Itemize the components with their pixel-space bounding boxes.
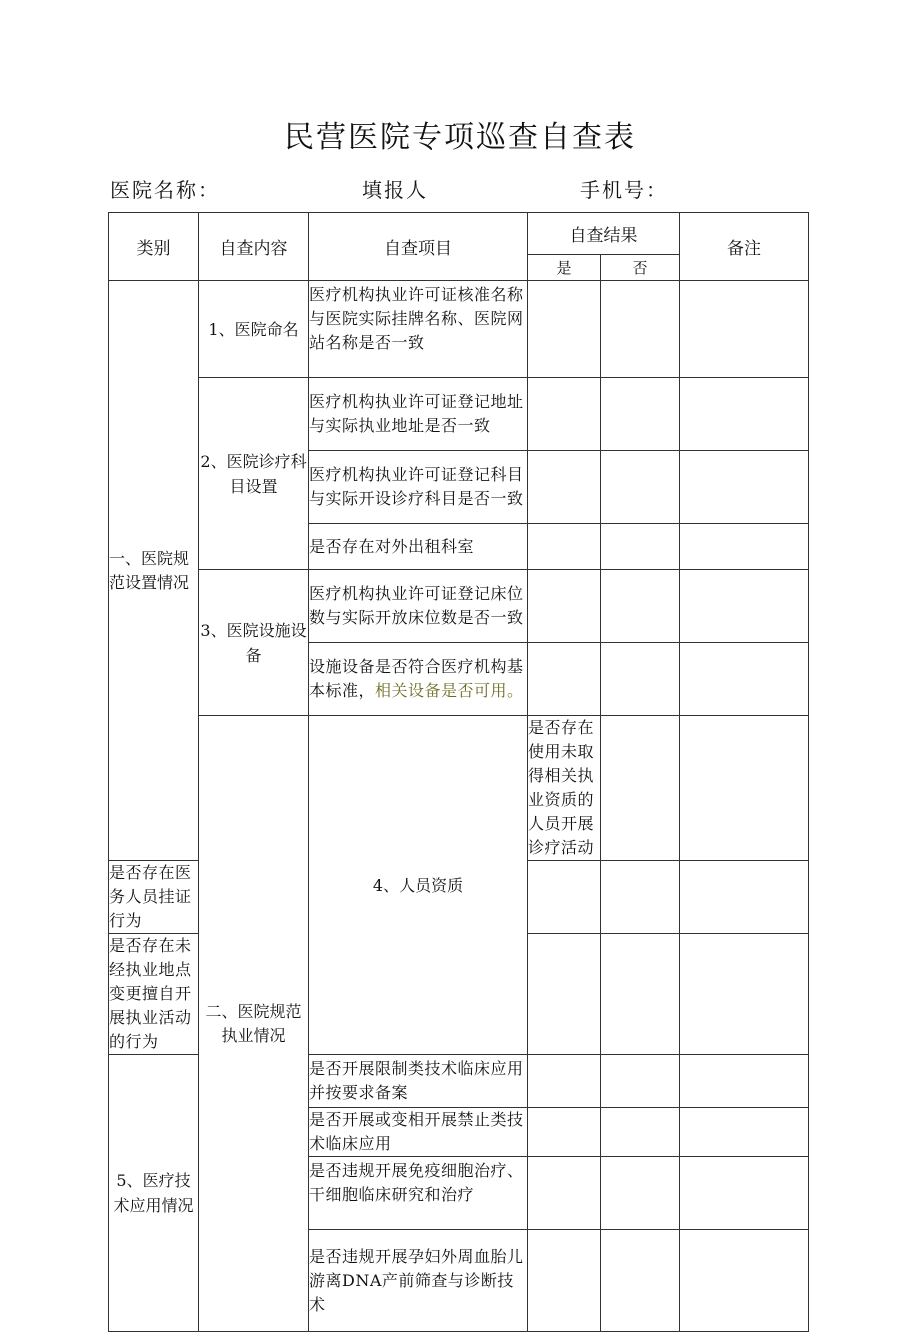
section-category: 一、医院规范设置情况: [109, 281, 199, 861]
check-item: 是否开展或变相开展禁止类技术临床应用: [309, 1108, 528, 1157]
yes-cell[interactable]: [528, 861, 601, 934]
check-item: 是否存在医务人员挂证行为: [109, 861, 199, 934]
check-item: 是否违规开展免疫细胞治疗、干细胞临床研究和治疗: [309, 1157, 528, 1230]
remark-cell[interactable]: [680, 1108, 809, 1157]
remark-cell[interactable]: [680, 1157, 809, 1230]
yes-cell[interactable]: [528, 1230, 601, 1332]
yes-cell[interactable]: [601, 716, 680, 861]
check-item-text-highlight: 相关设备是否可用。: [375, 681, 524, 700]
check-item: 医疗机构执业许可证登记科目与实际开设诊疗科目是否一致: [309, 451, 528, 524]
remark-cell[interactable]: [680, 1055, 809, 1108]
yes-cell[interactable]: [528, 570, 601, 643]
remark-cell[interactable]: [680, 378, 809, 451]
yes-cell[interactable]: [528, 281, 601, 378]
check-item: 医疗机构执业许可证登记地址与实际执业地址是否一致: [309, 378, 528, 451]
check-item: 是否违规开展孕妇外周血胎儿游离DNA产前筛查与诊断技术: [309, 1230, 528, 1332]
remark-cell[interactable]: [680, 570, 809, 643]
check-content: 3、医院设施设备: [199, 570, 309, 716]
no-cell[interactable]: [601, 1157, 680, 1230]
self-check-table: [108, 212, 809, 1332]
header-no: 否: [601, 255, 680, 281]
header-content: 自查内容: [199, 213, 309, 281]
yes-cell[interactable]: [528, 1157, 601, 1230]
check-item: 是否存在对外出租科室: [309, 524, 528, 570]
check-content: 1、医院命名: [199, 281, 309, 378]
yes-cell[interactable]: [528, 524, 601, 570]
no-cell[interactable]: [601, 643, 680, 716]
reporter-label: 填报人: [362, 178, 428, 202]
section-category: 二、医院规范执业情况: [199, 716, 309, 1332]
no-cell[interactable]: [601, 934, 680, 1055]
check-item: 是否存在未经执业地点变更擅自开展执业活动的行为: [109, 934, 199, 1055]
check-item: 是否存在使用未取得相关执业资质的人员开展诊疗活动: [528, 716, 601, 861]
header-result: 自查结果: [528, 213, 680, 255]
header-remark: 备注: [680, 213, 809, 281]
remark-cell[interactable]: [680, 1230, 809, 1332]
no-cell[interactable]: [601, 451, 680, 524]
check-item: 是否开展限制类技术临床应用并按要求备案: [309, 1055, 528, 1108]
check-item: 医疗机构执业许可证登记床位数与实际开放床位数是否一致: [309, 570, 528, 643]
phone-label: 手机号：: [580, 178, 668, 202]
header-yes: 是: [528, 255, 601, 281]
no-cell[interactable]: [601, 524, 680, 570]
yes-cell[interactable]: [528, 934, 601, 1055]
remark-cell[interactable]: [680, 451, 809, 524]
check-item-text: 设施设备是否符合医疗机构基本标准，: [309, 657, 524, 700]
yes-cell[interactable]: [528, 451, 601, 524]
no-cell[interactable]: [601, 378, 680, 451]
header-category: 类别: [109, 213, 199, 281]
no-cell[interactable]: [601, 1230, 680, 1332]
remark-cell[interactable]: [680, 281, 809, 378]
check-content: 4、人员资质: [309, 716, 528, 1055]
page-title: 民营医院专项巡查自查表: [284, 120, 636, 155]
yes-cell[interactable]: [528, 378, 601, 451]
yes-cell[interactable]: [528, 643, 601, 716]
yes-cell[interactable]: [528, 1108, 601, 1157]
yes-cell[interactable]: [528, 1055, 601, 1108]
remark-cell[interactable]: [680, 934, 809, 1055]
remark-cell[interactable]: [680, 861, 809, 934]
no-cell[interactable]: [601, 570, 680, 643]
remark-cell[interactable]: [680, 643, 809, 716]
check-item: [309, 643, 528, 716]
form-info-row: [0, 174, 920, 204]
hospital-name-label: 医院名称：: [110, 178, 220, 202]
no-cell[interactable]: [601, 1055, 680, 1108]
no-cell[interactable]: [601, 1108, 680, 1157]
no-cell[interactable]: [601, 281, 680, 378]
check-content: 5、医疗技术应用情况: [109, 1055, 199, 1332]
remark-cell[interactable]: [680, 524, 809, 570]
header-item: 自查项目: [309, 213, 528, 281]
check-item: 医疗机构执业许可证核准名称与医院实际挂牌名称、医院网站名称是否一致: [309, 281, 528, 378]
no-cell[interactable]: [680, 716, 809, 861]
check-content: 2、医院诊疗科目设置: [199, 378, 309, 570]
no-cell[interactable]: [601, 861, 680, 934]
